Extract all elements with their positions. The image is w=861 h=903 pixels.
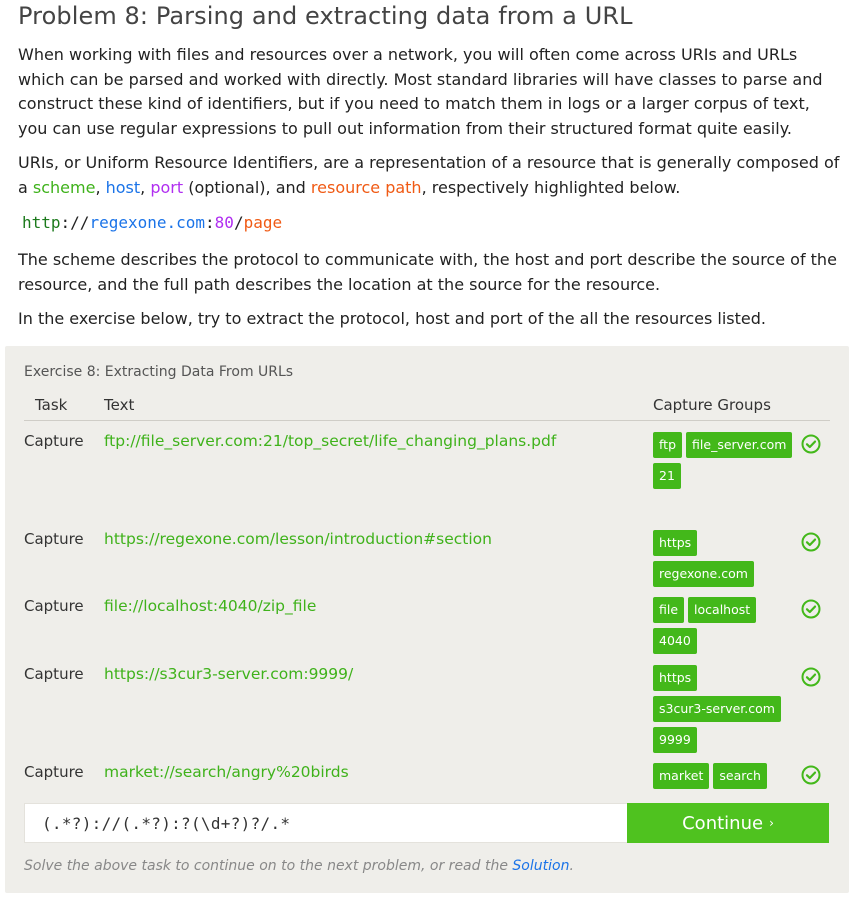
exercise-panel <box>5 346 849 893</box>
capture-group-tag: https <box>653 530 697 556</box>
exercise-title: Exercise 8: Extracting Data From URLs <box>24 364 294 380</box>
url-colon: : <box>205 213 215 232</box>
capture-group-tag: 21 <box>653 463 681 489</box>
check-circle-icon <box>801 765 821 785</box>
url-example <box>22 213 282 232</box>
footer-end: . <box>569 858 574 874</box>
url-scheme: http <box>22 213 61 232</box>
intro-paragraph: When working with files and resources over a network, you will often come across URIs and URLs which can be parsed and worked with directly. Most standard libraries will have classes to parse and construct these kind of identifiers, but if you need to match them in logs or a larger corpus of text, you can use regular expressions to pull out information from their structured format quite easily. <box>18 45 823 138</box>
capture-group-tag: https <box>653 665 697 691</box>
row-text: market://search/angry%20birds <box>104 763 349 781</box>
url-slash: / <box>233 213 244 232</box>
url-port: 80 <box>214 213 234 232</box>
capture-group-tag: search <box>713 763 767 789</box>
check-circle-icon <box>801 667 821 687</box>
capture-group-tag: market <box>653 763 709 789</box>
url-path: page <box>243 213 283 232</box>
row-task-label: Capture <box>24 530 84 548</box>
capture-group-tag: s3cur3-server.com <box>653 696 781 722</box>
solution-link[interactable]: Solution <box>512 858 570 874</box>
regex-input-container <box>24 803 628 843</box>
row-text: file://localhost:4040/zip_file <box>104 597 317 615</box>
capture-group-tag: ftp <box>653 432 682 458</box>
capture-groups <box>653 530 793 588</box>
check-circle-icon <box>801 532 821 552</box>
capture-group-tag: regexone.com <box>653 561 754 587</box>
header-text: Text <box>104 396 135 414</box>
capture-groups <box>653 665 793 754</box>
uri-paragraph <box>18 151 844 200</box>
capture-group-tag: 9999 <box>653 727 697 753</box>
row-task-label: Capture <box>24 597 84 615</box>
footer-note <box>24 858 574 874</box>
header-task: Task <box>35 396 68 414</box>
uri-paragraph-end: , respectively highlighted below. <box>421 177 681 197</box>
regex-input[interactable] <box>25 804 627 842</box>
capture-groups <box>653 763 793 790</box>
uri-paragraph-start: URIs, or Uniform Resource Identifiers, are a representation of a resource that is generally composed of a <box>18 153 840 197</box>
row-task-label: Capture <box>24 665 84 683</box>
host-highlight: host <box>105 177 141 197</box>
scheme-highlight: scheme <box>32 177 96 197</box>
url-host: regexone.com <box>89 213 206 232</box>
capture-groups <box>653 597 793 655</box>
capture-group-tag: file <box>653 597 684 623</box>
row-text: https://s3cur3-server.com:9999/ <box>104 665 354 683</box>
continue-label: Continue <box>682 812 764 834</box>
sep-2: , <box>140 177 151 197</box>
scheme-description-paragraph: The scheme describes the protocol to communicate with, the host and port describe the source of the resource, and the full path describes the location at the source for the resource. <box>18 250 837 294</box>
uri-paragraph-mid: (optional), and <box>183 177 311 197</box>
row-text: https://regexone.com/lesson/introduction#section <box>104 530 492 548</box>
row-text: ftp://file_server.com:21/top_secret/life_changing_plans.pdf <box>104 432 557 450</box>
capture-group-tag: 4040 <box>653 628 697 654</box>
row-task-label: Capture <box>24 763 84 781</box>
check-circle-icon <box>801 434 821 454</box>
capture-groups <box>653 432 793 490</box>
capture-group-tag: file_server.com <box>686 432 792 458</box>
footer-text: Solve the above task to continue on to the next problem, or read the <box>24 858 513 874</box>
header-capture-groups: Capture Groups <box>653 396 771 414</box>
chevron-right-icon: › <box>769 816 774 830</box>
page-title: Problem 8: Parsing and extracting data from a URL <box>18 2 633 30</box>
path-highlight: resource path <box>310 177 422 197</box>
header-divider <box>24 420 830 421</box>
port-highlight: port <box>150 177 184 197</box>
capture-group-tag: localhost <box>688 597 756 623</box>
row-task-label: Capture <box>24 432 84 450</box>
check-circle-icon <box>801 599 821 619</box>
url-sep: :// <box>60 213 90 232</box>
sep-1: , <box>95 177 106 197</box>
continue-button[interactable] <box>627 803 829 843</box>
exercise-instruction-paragraph: In the exercise below, try to extract the protocol, host and port of the all the resources listed. <box>18 309 766 328</box>
